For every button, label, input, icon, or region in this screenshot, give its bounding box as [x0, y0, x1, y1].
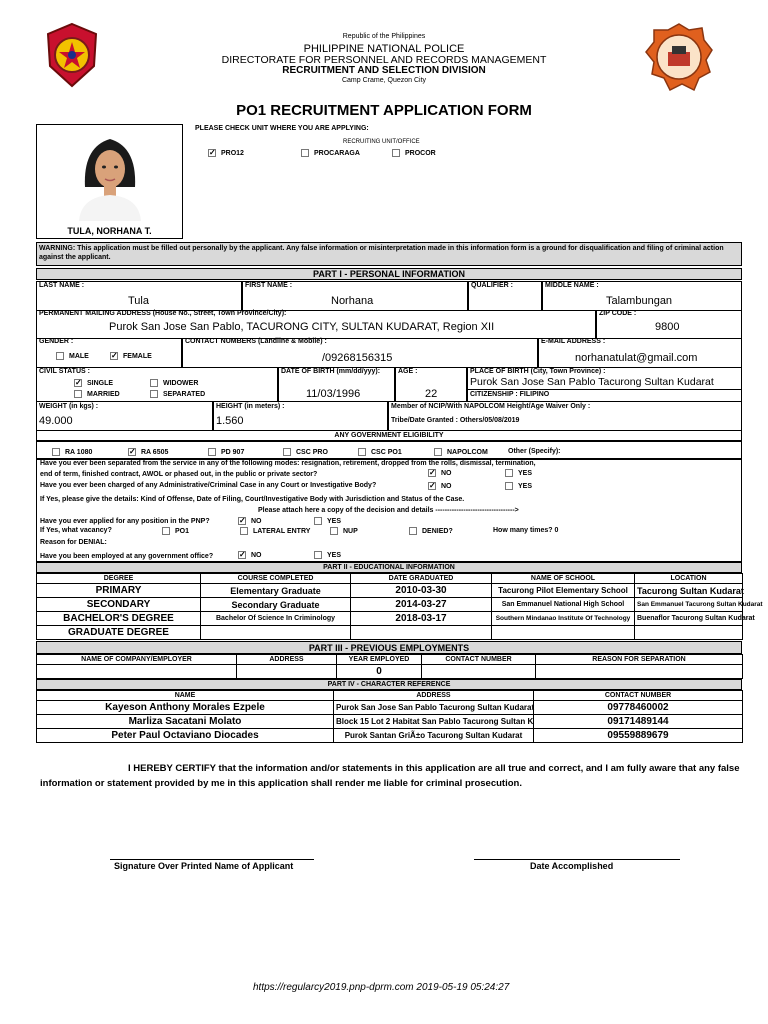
part4-title: PART IV - CHARACTER REFERENCE	[36, 679, 742, 690]
date-cell: 2018-03-17	[351, 612, 492, 626]
company-cell	[37, 665, 237, 679]
table-header: CONTACT NUMBER	[422, 655, 536, 665]
part2-title: PART II - EDUCATIONAL INFORMATION	[36, 562, 742, 573]
email-field[interactable]: norhanatulat@gmail.com	[575, 352, 698, 364]
checkbox[interactable]: ✓	[239, 550, 246, 559]
table-row	[37, 612, 743, 626]
checkbox[interactable]	[240, 527, 248, 535]
checkbox[interactable]	[301, 149, 309, 157]
table-header: NAME OF COMPANY/EMPLOYER	[37, 655, 237, 665]
table-header: LOCATION	[635, 574, 743, 584]
eligibility-other: Other (Specify):	[508, 448, 561, 455]
table-header: CONTACT NUMBER	[534, 691, 743, 701]
date-cell: 2010-03-30	[351, 584, 492, 598]
location-cell: Buenaflor Tacurong Sultan Kudarat	[635, 612, 743, 626]
last-name-label: LAST NAME :	[39, 282, 85, 289]
checkbox[interactable]: ✓	[129, 447, 136, 456]
middle-name-field[interactable]: Talambungan	[606, 295, 673, 307]
school-cell: Tacurong Pilot Elementary School	[492, 584, 635, 598]
question-charged: Have you ever been charged of any Administrative/Criminal Case in any Court or Investigative Body?	[40, 482, 377, 489]
checkbox[interactable]	[56, 352, 64, 360]
q3-no-option[interactable]: ✓ NO	[239, 516, 262, 525]
question-separated-line1: Have you ever been separated from the service in any of the following modes: resignation, retirement, dropped from the rolls, dismissal, termination,	[40, 460, 536, 467]
checkbox[interactable]: ✓	[239, 516, 246, 525]
checkbox[interactable]	[358, 448, 366, 456]
reference-table	[36, 690, 743, 743]
unit-prompt: PLEASE CHECK UNIT WHERE YOU ARE APPLYING:	[195, 125, 369, 132]
qualifier-label: QUALIFIER :	[471, 282, 513, 289]
vacancy-po1-option[interactable]: PO1	[162, 527, 189, 535]
course-cell: Bachelor Of Science In Criminology	[201, 612, 351, 626]
date-cell: 2014-03-27	[351, 598, 492, 612]
reason-cell	[536, 665, 743, 679]
gender-male-option[interactable]: MALE	[56, 352, 89, 360]
date-label: Date Accomplished	[530, 861, 614, 871]
checkbox[interactable]	[505, 482, 513, 490]
degree-cell: GRADUATE DEGREE	[37, 626, 201, 640]
q4-no-option[interactable]: ✓ NO	[239, 550, 262, 559]
dob-label: DATE OF BIRTH (mm/dd/yyy):	[281, 368, 381, 375]
checkbox[interactable]	[434, 448, 442, 456]
q3-yes-option[interactable]: YES	[314, 517, 341, 525]
weight-label: WEIGHT (in kgs) :	[39, 403, 99, 410]
pob-label: PLACE OF BIRTH (City, Town Province) :	[470, 368, 606, 375]
q1-yes-option[interactable]: YES	[505, 469, 532, 477]
denied-option[interactable]: DENIED?	[409, 527, 453, 535]
warning-box: WARNING: This application must be filled out personally by the applicant. Any false information or misinterpretation made in this information form is a ground for disqualification and filing of criminal action against the applicant.	[36, 242, 742, 266]
last-name-field[interactable]: Tula	[128, 295, 149, 307]
degree-cell: BACHELOR'S DEGREE	[37, 612, 201, 626]
table-row	[37, 626, 743, 640]
height-field[interactable]: 1.560	[216, 415, 244, 427]
checkbox[interactable]: ✓	[429, 468, 436, 477]
zip-field[interactable]: 9800	[655, 321, 680, 333]
question-separated-line2: end of term, finished contract, AWOL or phased out, in the public or private sector?	[40, 471, 318, 478]
header-address: Camp Crame, Quezon City	[341, 77, 427, 84]
tribe-field: Tribe/Date Granted : Others/05/08/2019	[391, 417, 520, 424]
reference-address-cell: Block 15 Lot 2 Habitat San Pablo Tacurong Sultan K	[334, 715, 534, 729]
table-header: COURSE COMPLETED	[201, 574, 351, 584]
first-name-label: FIRST NAME :	[245, 282, 293, 289]
height-label: HEIGHT (in meters) :	[216, 403, 285, 410]
checkbox[interactable]	[409, 527, 417, 535]
school-cell: San Emmanuel National High School	[492, 598, 635, 612]
unit-option-procaraga[interactable]: PROCARAGA	[301, 149, 360, 157]
civil-widower-option[interactable]: WIDOWER	[150, 379, 198, 387]
reference-address-cell: Purok Santan GriÃ±o Tacurong Sultan Kudarat	[334, 729, 534, 743]
age-label: AGE :	[398, 368, 418, 375]
recruiting-unit-label: RECRUITING UNIT/OFFICE	[343, 139, 420, 145]
checkbox[interactable]: ✓	[111, 351, 118, 360]
school-cell	[492, 626, 635, 640]
org-name: PHILIPPINE NATIONAL POLICE	[303, 43, 465, 55]
employment-table	[36, 654, 743, 679]
ncip-label: Member of NCIP/With NAPOLCOM Height/Age Waiver Only :	[391, 403, 591, 410]
table-row	[37, 598, 743, 612]
gender-female-option[interactable]: ✓ FEMALE	[111, 351, 152, 360]
zip-label: ZIP CODE :	[599, 310, 637, 317]
gender-label: GENDER :	[39, 338, 74, 345]
q1-no-option[interactable]: ✓ NO	[429, 468, 452, 477]
location-cell: San Emmanuel Tacurong Sultan Kudarat	[635, 598, 743, 612]
table-header-row	[37, 655, 743, 665]
dob-field[interactable]: 11/03/1996	[306, 388, 361, 400]
unit-option-pro12[interactable]: ✓ PRO12	[209, 148, 244, 157]
course-cell	[201, 626, 351, 640]
part3-title: PART III - PREVIOUS EMPLOYMENTS	[36, 641, 742, 654]
question-applied-pnp: Have you ever applied for any position in the PNP?	[40, 518, 210, 525]
details-instruction: If Yes, please give the details: Kind of Offense, Date of Filing, Court/Investigative Body with Jurisdiction and Status of the Case.	[40, 496, 465, 503]
degree-cell: SECONDARY	[37, 598, 201, 612]
checkbox[interactable]	[392, 149, 400, 157]
table-row	[37, 729, 743, 743]
age-field[interactable]: 22	[425, 388, 438, 400]
republic-line: Republic of the Philippines	[342, 33, 426, 40]
checkbox[interactable]	[283, 448, 291, 456]
eligibility-ra1080[interactable]: RA 1080	[52, 448, 92, 456]
eligibility-ra6505[interactable]: ✓ RA 6505	[129, 447, 169, 456]
eligibility-csc-pro[interactable]: CSC PRO	[283, 448, 328, 456]
civil-single-option[interactable]: ✓ SINGLE	[75, 378, 114, 387]
checkbox[interactable]	[162, 527, 170, 535]
checkbox[interactable]	[150, 390, 158, 398]
table-row	[37, 665, 743, 679]
checkbox[interactable]	[505, 469, 513, 477]
unit-option-procor[interactable]: PROCOR	[392, 149, 436, 157]
checkbox[interactable]	[52, 448, 60, 456]
email-label: E-MAIL ADDRESS :	[541, 338, 606, 345]
vacancy-question: If Yes, what vacancy?	[40, 527, 112, 534]
denial-reason-label: Reason for DENIAL:	[40, 539, 107, 546]
middle-name-label: MIDDLE NAME :	[545, 282, 599, 289]
signature-line	[110, 859, 314, 860]
reference-name-cell: Marliza Sacatani Molato	[37, 715, 334, 729]
address-field[interactable]: Purok San Jose San Pablo, TACURONG CITY, SULTAN KUDARAT, Region XII	[109, 321, 495, 333]
course-cell: Elementary Graduate	[201, 584, 351, 598]
citizenship-field: CITIZENSHIP : FILIPINO	[470, 391, 550, 398]
checkbox[interactable]: ✓	[75, 378, 82, 387]
location-cell	[635, 626, 743, 640]
vacancy-lateral-option[interactable]: LATERAL ENTRY	[240, 527, 310, 535]
eligibility-title: ANY GOVERNMENT ELIGIBILITY	[36, 430, 742, 441]
civil-separated-option[interactable]: SEPARATED	[150, 390, 205, 398]
q4-yes-option[interactable]: YES	[314, 551, 341, 559]
table-header-row	[37, 574, 743, 584]
address-cell	[237, 665, 337, 679]
reference-address-cell: Purok San Jose San Pablo Tacurong Sultan Kudarat	[334, 701, 534, 715]
table-row	[37, 715, 743, 729]
footer-url: https://regularcy2019.pnp-dprm.com 2019-05-19 05:24:27	[253, 982, 510, 993]
checkbox[interactable]: ✓	[209, 148, 216, 157]
checkbox[interactable]	[208, 448, 216, 456]
checkbox[interactable]	[150, 379, 158, 387]
vacancy-nup-option[interactable]: NUP	[330, 527, 358, 535]
reference-contact-cell: 09171489144	[534, 715, 743, 729]
table-header: NAME	[37, 691, 334, 701]
weight-field[interactable]: 49.000	[39, 415, 73, 427]
contact-field[interactable]: /09268156315	[322, 352, 393, 364]
eligibility-pd907[interactable]: PD 907	[208, 448, 244, 456]
table-header: REASON FOR SEPARATION	[536, 655, 743, 665]
question-gov-employed: Have you been employed at any government office?	[40, 553, 214, 560]
attach-instruction: Please attach here a copy of the decision and details ---------------------------------->	[258, 507, 519, 514]
contact-cell	[422, 665, 536, 679]
eligibility-csc-po1[interactable]: CSC PO1	[358, 448, 402, 456]
degree-cell: PRIMARY	[37, 584, 201, 598]
table-row	[37, 701, 743, 715]
table-header: YEAR EMPLOYED	[337, 655, 422, 665]
q2-yes-option[interactable]: YES	[505, 482, 532, 490]
checkbox[interactable]: ✓	[429, 481, 436, 490]
checkbox[interactable]	[330, 527, 338, 535]
table-header: DEGREE	[37, 574, 201, 584]
checkbox[interactable]	[314, 551, 322, 559]
table-header: NAME OF SCHOOL	[492, 574, 635, 584]
date-line	[474, 859, 680, 860]
certification-text: I HEREBY CERTIFY that the information and/or statements in this application are all true and correct, and I am fully aware that any false information or statement provided by me in this application shall render me liable for criminal prosecution.	[40, 763, 740, 789]
times-denied: How many times? 0	[493, 527, 559, 534]
checkbox[interactable]	[314, 517, 322, 525]
checkbox[interactable]	[74, 390, 82, 398]
q2-no-option[interactable]: ✓ NO	[429, 481, 452, 490]
pob-field[interactable]: Purok San Jose San Pablo Tacurong Sultan Kudarat	[470, 376, 714, 388]
location-cell: Tacurong Sultan Kudarat	[635, 584, 743, 598]
first-name-field[interactable]: Norhana	[331, 295, 374, 307]
reference-name-cell: Kayeson Anthony Morales Ezpele	[37, 701, 334, 715]
form-title: PO1 RECRUITMENT APPLICATION FORM	[236, 102, 532, 119]
table-header: ADDRESS	[237, 655, 337, 665]
education-table	[36, 573, 763, 640]
part1-title: PART I - PERSONAL INFORMATION	[36, 268, 742, 280]
year-cell: 0	[337, 665, 422, 679]
directorate-name: DIRECTORATE FOR PERSONNEL AND RECORDS MANAGEMENT	[221, 54, 547, 66]
table-row	[37, 584, 743, 598]
signature-label: Signature Over Printed Name of Applicant	[114, 861, 294, 871]
photo-name: TULA, NORHANA T.	[67, 226, 152, 236]
contact-label: CONTACT NUMBERS (Landline & Mobile) :	[185, 338, 327, 345]
school-cell: Southern Mindanao Institute Of Technology	[492, 612, 635, 626]
reference-contact-cell: 09778460002	[534, 701, 743, 715]
division-name: RECRUITMENT AND SELECTION DIVISION	[282, 65, 486, 76]
course-cell: Secondary Graduate	[201, 598, 351, 612]
date-cell	[351, 626, 492, 640]
photo-box	[36, 124, 183, 239]
eligibility-napolcom[interactable]: NAPOLCOM	[434, 448, 488, 456]
table-header: ADDRESS	[334, 691, 534, 701]
reference-contact-cell: 09559889679	[534, 729, 743, 743]
civil-status-label: CIVIL STATUS :	[39, 368, 90, 375]
table-header: DATE GRADUATED	[351, 574, 492, 584]
applicant-photo	[77, 129, 143, 221]
civil-married-option[interactable]: MARRIED	[74, 390, 120, 398]
table-header-row	[37, 691, 743, 701]
reference-name-cell: Peter Paul Octaviano Diocades	[37, 729, 334, 743]
address-label: PERMANENT MAILING ADDRESS (House No., Street, Town Province/City):	[39, 310, 287, 317]
